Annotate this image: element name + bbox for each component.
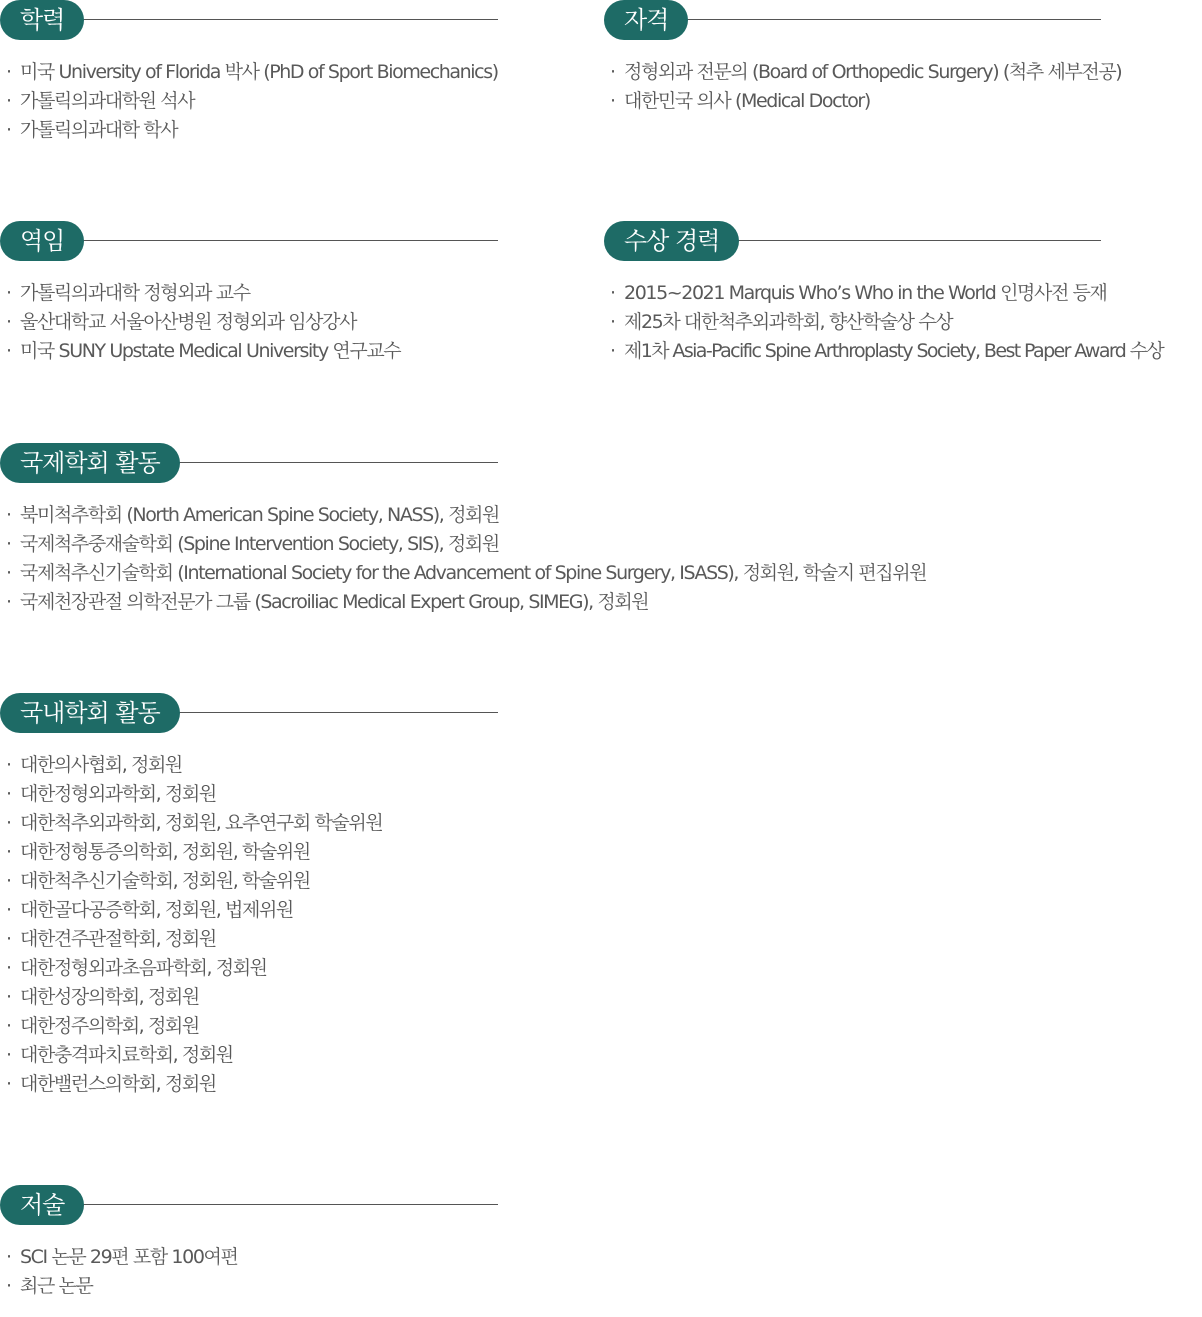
list-item: · 제25차 대한척추외과학회, 향산학술상 수상 [610, 308, 1163, 337]
list-item: · SCI 논문 29편 포함 100여편 [6, 1243, 237, 1272]
list-item: · 대한정형외과초음파학회, 정회원 [6, 954, 382, 983]
list-item: · 대한척추신기술학회, 정회원, 학술위원 [6, 867, 382, 896]
list-item: · 최근 논문 [6, 1272, 237, 1301]
section-title: 국내학회 활동 [0, 693, 180, 733]
list-item: · 대한정형외과학회, 정회원 [6, 780, 382, 809]
list-item: · 국제척추신기술학회 (International Society for the Advancement of Spine Surgery, ISASS), 정회원, 학술지 편집위원 [6, 559, 926, 588]
list-item: · 대한의사협회, 정회원 [6, 751, 382, 780]
list-item: · 가톨릭의과대학 학사 [6, 116, 498, 145]
list-item: · 대한충격파치료학회, 정회원 [6, 1041, 382, 1070]
item-list [610, 279, 1163, 366]
item-list [6, 1243, 237, 1301]
divider-line [83, 19, 498, 20]
list-item: · 대한골다공증학회, 정회원, 법제위원 [6, 896, 382, 925]
item-list [6, 58, 498, 145]
list-item: · 대한성장의학회, 정회원 [6, 983, 382, 1012]
list-item: · 대한견주관절학회, 정회원 [6, 925, 382, 954]
list-item: · 가톨릭의과대학 정형외과 교수 [6, 279, 400, 308]
divider-line [687, 19, 1101, 20]
list-item: · 대한척추외과학회, 정회원, 요추연구회 학술위원 [6, 809, 382, 838]
item-list [6, 279, 400, 366]
section-title: 국제학회 활동 [0, 443, 180, 483]
section-title: 학력 [0, 0, 84, 40]
list-item: · 국제척추중재술학회 (Spine Intervention Society, SIS), 정회원 [6, 530, 926, 559]
divider-line [179, 712, 498, 713]
divider-line [83, 1204, 498, 1205]
section-title: 수상 경력 [604, 221, 739, 261]
list-item: · 가톨릭의과대학원 석사 [6, 87, 498, 116]
divider-line [179, 462, 498, 463]
list-item: · 정형외과 전문의 (Board of Orthopedic Surgery) (척추 세부전공) [610, 58, 1121, 87]
item-list [610, 58, 1121, 116]
list-item: · 2015~2021 Marquis Who’s Who in the World 인명사전 등재 [610, 279, 1163, 308]
section-title: 저술 [0, 1185, 84, 1225]
section-title: 자격 [604, 0, 688, 40]
section-title: 역임 [0, 221, 84, 261]
list-item: · 국제천장관절 의학전문가 그룹 (Sacroiliac Medical Expert Group, SIMEG), 정회원 [6, 588, 926, 617]
list-item: · 미국 University of Florida 박사 (PhD of Sport Biomechanics) [6, 58, 498, 87]
item-list [6, 501, 926, 617]
list-item: · 울산대학교 서울아산병원 정형외과 임상강사 [6, 308, 400, 337]
list-item: · 대한밸런스의학회, 정회원 [6, 1070, 382, 1099]
list-item: · 대한정주의학회, 정회원 [6, 1012, 382, 1041]
divider-line [738, 240, 1101, 241]
item-list [6, 751, 382, 1099]
list-item: · 제1차 Asia-Pacific Spine Arthroplasty Society, Best Paper Award 수상 [610, 337, 1163, 366]
list-item: · 대한민국 의사 (Medical Doctor) [610, 87, 1121, 116]
divider-line [83, 240, 498, 241]
list-item: · 북미척추학회 (North American Spine Society, NASS), 정회원 [6, 501, 926, 530]
list-item: · 대한정형통증의학회, 정회원, 학술위원 [6, 838, 382, 867]
list-item: · 미국 SUNY Upstate Medical University 연구교수 [6, 337, 400, 366]
